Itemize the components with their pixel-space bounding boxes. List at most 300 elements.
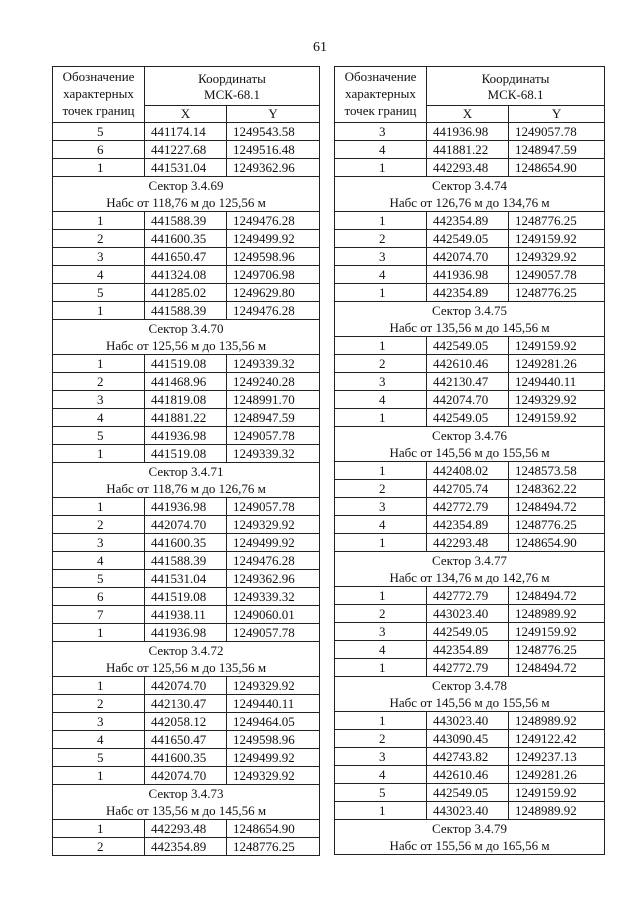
table-row (53, 302, 320, 320)
y-coordinate-cell: 1249476.28 (227, 552, 320, 570)
coordinates-title: Координаты (198, 71, 266, 86)
y-coordinate-cell: 1248654.90 (509, 159, 605, 177)
y-coordinate-cell: 1249122.42 (509, 730, 605, 748)
x-coordinate-cell: 442549.05 (427, 230, 509, 248)
point-number-cell: 4 (53, 266, 145, 284)
y-coordinate-cell: 1249159.92 (509, 409, 605, 427)
y-coordinate-cell: 1249543.58 (227, 123, 320, 141)
sector-title-row (335, 820, 605, 838)
table-row (335, 766, 605, 784)
y-coordinate-cell: 1248947.59 (509, 141, 605, 159)
table-row (53, 248, 320, 266)
point-number-cell: 4 (53, 552, 145, 570)
table-row (53, 713, 320, 731)
sector-title: Сектор 3.4.74 (335, 177, 605, 195)
table-row (335, 266, 605, 284)
sector-title: Сектор 3.4.70 (53, 320, 320, 338)
height-range: Набс от 125,56 м до 135,56 м (53, 337, 320, 355)
y-coordinate-cell: 1249159.92 (509, 784, 605, 802)
x-coordinate-cell: 441519.08 (145, 588, 227, 606)
table-row (53, 373, 320, 391)
table-row (335, 784, 605, 802)
x-coordinate-cell: 442354.89 (427, 284, 509, 302)
x-coordinate-cell: 441650.47 (145, 731, 227, 749)
x-coordinate-cell: 441588.39 (145, 212, 227, 230)
table-row (335, 605, 605, 623)
x-coordinate-cell: 443023.40 (427, 802, 509, 820)
table-row (335, 337, 605, 355)
designation-header (53, 67, 145, 123)
table-row (53, 838, 320, 856)
x-coordinate-cell: 442549.05 (427, 337, 509, 355)
sector-title-row (53, 320, 320, 338)
y-coordinate-cell: 1249339.32 (227, 355, 320, 373)
point-number-cell: 2 (53, 230, 145, 248)
height-range-row (53, 337, 320, 355)
table-row (53, 123, 320, 141)
table-row (335, 587, 605, 605)
height-range: Набс от 118,76 м до 125,56 м (53, 194, 320, 212)
y-coordinate-cell: 1248776.25 (227, 838, 320, 856)
point-number-cell: 3 (53, 391, 145, 409)
designation-line: характерных (63, 86, 134, 101)
table-row (53, 141, 320, 159)
point-number-cell: 5 (53, 749, 145, 767)
point-number-cell: 3 (335, 123, 427, 141)
point-number-cell: 3 (53, 713, 145, 731)
table-row (53, 552, 320, 570)
height-range-row (53, 194, 320, 212)
height-range-row (335, 837, 605, 855)
x-coordinate-cell: 441936.98 (427, 266, 509, 284)
table-row (335, 391, 605, 409)
x-column-header: X (145, 106, 227, 123)
y-coordinate-cell: 1248991.70 (227, 391, 320, 409)
sector-title: Сектор 3.4.73 (53, 785, 320, 803)
y-coordinate-cell: 1249159.92 (509, 623, 605, 641)
point-number-cell: 4 (335, 266, 427, 284)
x-coordinate-cell: 442058.12 (145, 713, 227, 731)
point-number-cell: 1 (335, 462, 427, 480)
height-range: Набс от 155,56 м до 165,56 м (335, 837, 605, 855)
table-row (335, 141, 605, 159)
table-row (53, 409, 320, 427)
table-row (53, 212, 320, 230)
point-number-cell: 1 (53, 445, 145, 463)
x-coordinate-cell: 443023.40 (427, 605, 509, 623)
x-coordinate-cell: 441650.47 (145, 248, 227, 266)
table-row (335, 623, 605, 641)
height-range: Набс от 145,56 м до 155,56 м (335, 444, 605, 462)
x-coordinate-cell: 441519.08 (145, 355, 227, 373)
point-number-cell: 3 (53, 534, 145, 552)
y-coordinate-cell: 1249706.98 (227, 266, 320, 284)
table-row (335, 248, 605, 266)
point-number-cell: 1 (53, 820, 145, 838)
x-coordinate-cell: 441531.04 (145, 570, 227, 588)
table-row (53, 516, 320, 534)
height-range-row (53, 802, 320, 820)
point-number-cell: 4 (335, 766, 427, 784)
table-row (53, 820, 320, 838)
x-coordinate-cell: 441881.22 (427, 141, 509, 159)
y-coordinate-cell: 1249237.13 (509, 748, 605, 766)
point-number-cell: 4 (335, 141, 427, 159)
y-coordinate-cell: 1249240.28 (227, 373, 320, 391)
x-coordinate-cell: 441881.22 (145, 409, 227, 427)
height-range: Набс от 125,56 м до 135,56 м (53, 659, 320, 677)
y-coordinate-cell: 1249362.96 (227, 570, 320, 588)
point-number-cell: 1 (335, 337, 427, 355)
coordinate-system: МСК-68.1 (487, 87, 544, 102)
sector-title-row (335, 177, 605, 195)
y-coordinate-cell: 1249629.80 (227, 284, 320, 302)
x-column-header: X (427, 106, 509, 123)
y-coordinate-cell: 1249057.78 (509, 123, 605, 141)
point-number-cell: 1 (53, 677, 145, 695)
x-coordinate-cell: 441174.14 (145, 123, 227, 141)
table-row (335, 498, 605, 516)
y-column-header: Y (227, 106, 320, 123)
y-coordinate-cell: 1249057.78 (227, 427, 320, 445)
coordinates-title: Координаты (481, 71, 550, 86)
sector-title-row (335, 552, 605, 570)
x-coordinate-cell: 441936.98 (145, 624, 227, 642)
point-number-cell: 2 (53, 516, 145, 534)
y-coordinate-cell: 1249499.92 (227, 749, 320, 767)
x-coordinate-cell: 442293.48 (427, 534, 509, 552)
table-body-left (53, 123, 320, 856)
point-number-cell: 5 (53, 284, 145, 302)
x-coordinate-cell: 441588.39 (145, 302, 227, 320)
point-number-cell: 3 (335, 498, 427, 516)
y-coordinate-cell: 1249329.92 (227, 516, 320, 534)
x-coordinate-cell: 441600.35 (145, 534, 227, 552)
x-coordinate-cell: 441938.11 (145, 606, 227, 624)
point-number-cell: 2 (335, 730, 427, 748)
point-number-cell: 1 (335, 212, 427, 230)
y-coordinate-cell: 1249060.01 (227, 606, 320, 624)
x-coordinate-cell: 441600.35 (145, 230, 227, 248)
table-row (335, 802, 605, 820)
sector-title: Сектор 3.4.79 (335, 820, 605, 838)
point-number-cell: 2 (335, 605, 427, 623)
point-number-cell: 4 (53, 409, 145, 427)
sector-title-row (335, 302, 605, 320)
y-coordinate-cell: 1249440.11 (509, 373, 605, 391)
coordinates-header (145, 67, 320, 106)
table-row (53, 355, 320, 373)
designation-header (335, 67, 427, 123)
point-number-cell: 1 (53, 355, 145, 373)
height-range-row (335, 194, 605, 212)
point-number-cell: 1 (335, 159, 427, 177)
table-body-right (335, 123, 605, 855)
point-number-cell: 1 (53, 767, 145, 785)
y-coordinate-cell: 1249057.78 (509, 266, 605, 284)
coordinate-system: МСК-68.1 (204, 87, 260, 102)
y-coordinate-cell: 1249499.92 (227, 230, 320, 248)
x-coordinate-cell: 441285.02 (145, 284, 227, 302)
y-coordinate-cell: 1249440.11 (227, 695, 320, 713)
point-number-cell: 4 (335, 391, 427, 409)
sector-title: Сектор 3.4.71 (53, 463, 320, 481)
height-range: Набс от 118,76 м до 126,76 м (53, 480, 320, 498)
table-row (335, 712, 605, 730)
y-coordinate-cell: 1248776.25 (509, 212, 605, 230)
x-coordinate-cell: 442610.46 (427, 355, 509, 373)
point-number-cell: 3 (53, 248, 145, 266)
table-row (53, 695, 320, 713)
point-number-cell: 2 (53, 695, 145, 713)
table-row (335, 516, 605, 534)
y-coordinate-cell: 1249598.96 (227, 248, 320, 266)
point-number-cell: 1 (335, 409, 427, 427)
y-coordinate-cell: 1249329.92 (509, 391, 605, 409)
x-coordinate-cell: 442772.79 (427, 659, 509, 677)
designation-line: Обозначение (62, 69, 135, 84)
point-number-cell: 4 (335, 641, 427, 659)
designation-line: характерных (345, 86, 416, 101)
height-range: Набс от 145,56 м до 155,56 м (335, 694, 605, 712)
y-coordinate-cell: 1249598.96 (227, 731, 320, 749)
designation-line: точек границ (62, 103, 135, 118)
y-coordinate-cell: 1249476.28 (227, 212, 320, 230)
height-range-row (53, 659, 320, 677)
y-coordinate-cell: 1249464.05 (227, 713, 320, 731)
point-number-cell: 1 (53, 302, 145, 320)
y-coordinate-cell: 1249339.32 (227, 588, 320, 606)
table-row (335, 462, 605, 480)
sector-title-row (53, 177, 320, 195)
y-coordinate-cell: 1248947.59 (227, 409, 320, 427)
y-coordinate-cell: 1248362.22 (509, 480, 605, 498)
x-coordinate-cell: 442549.05 (427, 784, 509, 802)
sector-title-row (335, 677, 605, 695)
table-row (53, 570, 320, 588)
height-range: Набс от 126,76 м до 134,76 м (335, 194, 605, 212)
x-coordinate-cell: 442549.05 (427, 409, 509, 427)
table-row (335, 373, 605, 391)
height-range-row (335, 569, 605, 587)
y-coordinate-cell: 1249281.26 (509, 355, 605, 373)
point-number-cell: 1 (335, 712, 427, 730)
coordinates-table-right (334, 66, 605, 855)
designation-line: точек границ (344, 103, 417, 118)
x-coordinate-cell: 441324.08 (145, 266, 227, 284)
x-coordinate-cell: 442610.46 (427, 766, 509, 784)
point-number-cell: 1 (335, 284, 427, 302)
y-coordinate-cell: 1249329.92 (509, 248, 605, 266)
point-number-cell: 7 (53, 606, 145, 624)
table-row (53, 588, 320, 606)
sector-title: Сектор 3.4.72 (53, 642, 320, 660)
height-range: Набс от 134,76 м до 142,76 м (335, 569, 605, 587)
x-coordinate-cell: 441936.98 (427, 123, 509, 141)
y-coordinate-cell: 1249159.92 (509, 337, 605, 355)
sector-title: Сектор 3.4.77 (335, 552, 605, 570)
table-row (53, 534, 320, 552)
y-coordinate-cell: 1249339.32 (227, 445, 320, 463)
height-range-row (335, 319, 605, 337)
y-coordinate-cell: 1249329.92 (227, 677, 320, 695)
sector-title-row (53, 785, 320, 803)
point-number-cell: 3 (335, 623, 427, 641)
x-coordinate-cell: 443023.40 (427, 712, 509, 730)
x-coordinate-cell: 442293.48 (145, 820, 227, 838)
y-coordinate-cell: 1248494.72 (509, 659, 605, 677)
point-number-cell: 4 (335, 516, 427, 534)
point-number-cell: 1 (53, 498, 145, 516)
x-coordinate-cell: 442354.89 (427, 212, 509, 230)
x-coordinate-cell: 443090.45 (427, 730, 509, 748)
point-number-cell: 3 (335, 248, 427, 266)
point-number-cell: 3 (335, 373, 427, 391)
table-row (53, 749, 320, 767)
point-number-cell: 5 (53, 123, 145, 141)
x-coordinate-cell: 442130.47 (145, 695, 227, 713)
point-number-cell: 5 (53, 427, 145, 445)
x-coordinate-cell: 441600.35 (145, 749, 227, 767)
coordinates-header (427, 67, 605, 106)
sector-title-row (335, 427, 605, 445)
height-range: Набс от 135,56 м до 145,56 м (53, 802, 320, 820)
x-coordinate-cell: 442130.47 (427, 373, 509, 391)
point-number-cell: 1 (53, 624, 145, 642)
y-coordinate-cell: 1249057.78 (227, 498, 320, 516)
x-coordinate-cell: 442074.70 (145, 516, 227, 534)
height-range-row (335, 444, 605, 462)
table-row (53, 767, 320, 785)
table-row (53, 284, 320, 302)
y-coordinate-cell: 1248573.58 (509, 462, 605, 480)
point-number-cell: 1 (335, 802, 427, 820)
point-number-cell: 1 (335, 534, 427, 552)
x-coordinate-cell: 442354.89 (145, 838, 227, 856)
x-coordinate-cell: 441519.08 (145, 445, 227, 463)
y-coordinate-cell: 1248989.92 (509, 712, 605, 730)
sector-title: Сектор 3.4.75 (335, 302, 605, 320)
x-coordinate-cell: 442074.70 (145, 767, 227, 785)
x-coordinate-cell: 442074.70 (145, 677, 227, 695)
y-coordinate-cell: 1249329.92 (227, 767, 320, 785)
table-row (335, 409, 605, 427)
point-number-cell: 3 (335, 748, 427, 766)
table-row (53, 445, 320, 463)
page-number: 61 (313, 40, 327, 55)
y-coordinate-cell: 1248989.92 (509, 802, 605, 820)
table-row (53, 498, 320, 516)
y-coordinate-cell: 1248654.90 (509, 534, 605, 552)
table-row (335, 159, 605, 177)
x-coordinate-cell: 442074.70 (427, 248, 509, 266)
table-row (335, 659, 605, 677)
table-row (53, 230, 320, 248)
table-row (335, 641, 605, 659)
x-coordinate-cell: 442772.79 (427, 498, 509, 516)
table-row (53, 624, 320, 642)
x-coordinate-cell: 442549.05 (427, 623, 509, 641)
y-column-header: Y (509, 106, 605, 123)
table-row (53, 731, 320, 749)
height-range-row (53, 480, 320, 498)
point-number-cell: 5 (53, 570, 145, 588)
coordinates-table-left (52, 66, 320, 856)
table-row (53, 159, 320, 177)
x-coordinate-cell: 442354.89 (427, 516, 509, 534)
x-coordinate-cell: 442408.02 (427, 462, 509, 480)
table-row (53, 266, 320, 284)
sector-title-row (53, 463, 320, 481)
y-coordinate-cell: 1249499.92 (227, 534, 320, 552)
point-number-cell: 2 (53, 838, 145, 856)
x-coordinate-cell: 442772.79 (427, 587, 509, 605)
y-coordinate-cell: 1248654.90 (227, 820, 320, 838)
y-coordinate-cell: 1249476.28 (227, 302, 320, 320)
table-row (335, 730, 605, 748)
x-coordinate-cell: 441531.04 (145, 159, 227, 177)
point-number-cell: 6 (53, 588, 145, 606)
x-coordinate-cell: 441936.98 (145, 498, 227, 516)
point-number-cell: 6 (53, 141, 145, 159)
x-coordinate-cell: 442074.70 (427, 391, 509, 409)
table-row (335, 355, 605, 373)
point-number-cell: 1 (53, 159, 145, 177)
x-coordinate-cell: 442743.82 (427, 748, 509, 766)
table-row (53, 606, 320, 624)
y-coordinate-cell: 1248776.25 (509, 284, 605, 302)
y-coordinate-cell: 1248776.25 (509, 516, 605, 534)
sector-title: Сектор 3.4.69 (53, 177, 320, 195)
x-coordinate-cell: 442705.74 (427, 480, 509, 498)
point-number-cell: 4 (53, 731, 145, 749)
sector-title: Сектор 3.4.76 (335, 427, 605, 445)
point-number-cell: 1 (53, 212, 145, 230)
table-row (53, 427, 320, 445)
table-row (335, 230, 605, 248)
point-number-cell: 1 (335, 659, 427, 677)
x-coordinate-cell: 441588.39 (145, 552, 227, 570)
point-number-cell: 5 (335, 784, 427, 802)
point-number-cell: 2 (335, 230, 427, 248)
y-coordinate-cell: 1249057.78 (227, 624, 320, 642)
y-coordinate-cell: 1248989.92 (509, 605, 605, 623)
height-range: Набс от 135,56 м до 145,56 м (335, 319, 605, 337)
table-row (335, 480, 605, 498)
table-row (53, 677, 320, 695)
y-coordinate-cell: 1248776.25 (509, 641, 605, 659)
y-coordinate-cell: 1249362.96 (227, 159, 320, 177)
table-row (335, 123, 605, 141)
x-coordinate-cell: 442354.89 (427, 641, 509, 659)
sector-title: Сектор 3.4.78 (335, 677, 605, 695)
table-row (335, 534, 605, 552)
table-row (335, 284, 605, 302)
x-coordinate-cell: 441227.68 (145, 141, 227, 159)
point-number-cell: 2 (335, 480, 427, 498)
x-coordinate-cell: 441819.08 (145, 391, 227, 409)
y-coordinate-cell: 1249516.48 (227, 141, 320, 159)
height-range-row (335, 694, 605, 712)
point-number-cell: 1 (335, 587, 427, 605)
x-coordinate-cell: 442293.48 (427, 159, 509, 177)
point-number-cell: 2 (335, 355, 427, 373)
y-coordinate-cell: 1249159.92 (509, 230, 605, 248)
table-row (53, 391, 320, 409)
point-number-cell: 2 (53, 373, 145, 391)
y-coordinate-cell: 1248494.72 (509, 498, 605, 516)
designation-line: Обозначение (344, 69, 417, 84)
